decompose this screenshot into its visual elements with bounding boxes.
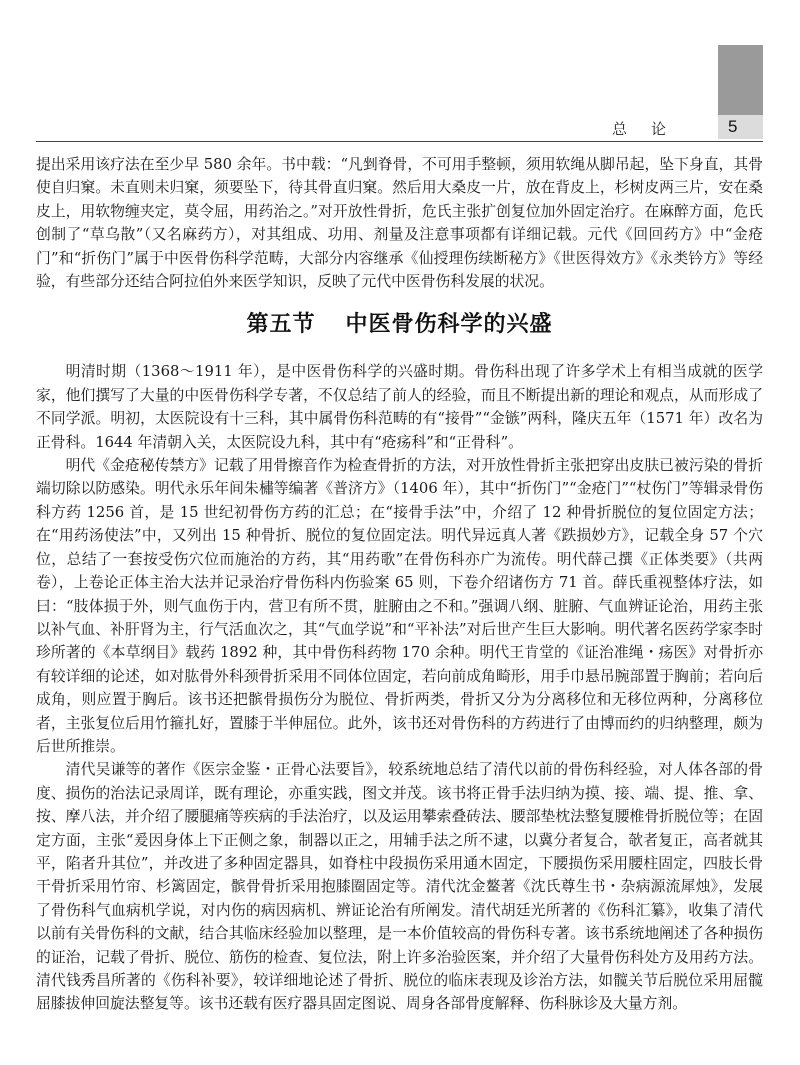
chapter-thumb-tab: [718, 45, 763, 115]
page-body: [36, 153, 763, 1016]
body-paragraph: 清代吴谦等的著作《医宗金鉴・正骨心法要旨》，较系统地总结了清代以前的骨伤科经验，对人体各部的骨度、损伤的治法记录周详，既有理论，亦重实践，图文并茂。该书将正骨手法归纳为摸、接、端、提、推、拿、按、摩八法，并介绍了腰腿痛等疾病的手法治疗，以及运用攀索叠砖法、腰部垫枕法整复腰椎骨折脱位等；在固定方面，主张“爰因身体上下正侧之象，制器以正之，用辅手法之所不逮，以冀分者复合，欹者复正，高者就其平，陷者升其位”，并改进了多种固定器具，如脊柱中段损伤采用通木固定，下腰损伤采用腰柱固定，四肢长骨干骨折采用竹帘、杉篱固定，髌骨骨折采用抱膝圈固定等。清代沈金鳌著《沈氏尊生书・杂病源流犀烛》，发展了骨伤科气血病机学说，对内伤的病因病机、辨证论治有所阐发。清代胡廷光所著的《伤科汇纂》，收集了清代以前有关骨伤科的文献，结合其临床经验加以整理，是一本价值较高的骨伤科专著。该书系统地阐述了各种损伤的证治，记载了骨折、脱位、筋伤的检查、复位法，附上许多治验医案，并介绍了大量骨伤科处方及用药方法。清代钱秀昌所著的《伤科补要》，较详细地论述了骨折、脱位的临床表现及诊治方法，如髋关节后脱位采用屈髋屈膝拔伸回旋法整复等。该书还载有医疗器具固定图说、周身各部骨度解释、伤科脉诊及大量方剂。: [36, 761, 763, 1013]
section-number: 第五节: [246, 312, 316, 338]
body-paragraph: 提出采用该疗法在至少早 580 余年。书中载：“凡剉脊骨，不可用手整顿，须用软绳从脚吊起，坠下身直，其骨使自归窠。未直则未归窠，须要坠下，待其骨直归窠。然后用大桑皮一片，放在背皮上，杉树皮两三片，安在桑皮上，用软物缠夹定，莫令屈，用药治之。”对开放性骨折，危氏主张扩创复位加外固定治疗。在麻醉方面，危氏创制了“草乌散”（又名麻药方），对其组成、功用、剂量及注意事项都有详细记载。元代《回回药方》中“金疮门”和“折伤门”属于中医骨伤科学范畴，大部分内容继承《仙授理伤续断秘方》《世医得效方》《永类钤方》等经验，有些部分还结合阿拉伯外来医学知识，反映了元代中医骨伤科发展的状况。: [36, 156, 763, 291]
page-number-box: [718, 115, 763, 139]
header-rule: [36, 141, 763, 142]
section-heading: [36, 310, 763, 340]
body-paragraph: 明清时期（1368～1911 年），是中医骨伤科学的兴盛时期。骨伤科出现了许多学术上有相当成就的医学家，他们撰写了大量的中医骨伤科学专著，不仅总结了前人的经验，而且不断提出新的理论和观点，从而形成了不同学派。明初，太医院设有十三科，其中属骨伤科范畴的有“接骨”“金镞”两科，隆庆五年（1571 年）改名为正骨科。1644 年清朝入关，太医院设九科，其中有“疮疡科”和“正骨科”。: [36, 363, 763, 451]
section-title: 中医骨伤科学的兴盛: [345, 312, 553, 338]
page-number: 5: [728, 117, 738, 136]
body-paragraph: 明代《金疮秘传禁方》记载了用骨擦音作为检查骨折的方法，对开放性骨折主张把穿出皮肤已被污染的骨折端切除以防感染。明代永乐年间朱橚等编著《普济方》（1406 年），其中“折伤门”“金疮门”“杖伤门”等辑录骨伤科方药 1256 首，是 15 世纪初骨伤方药的汇总；在“接骨手法”中，介绍了 12 种骨折脱位的复位固定方法；在“用药汤使法”中，又列出 15 种骨折、脱位的复位固定法。明代异远真人著《跌损妙方》，记载全身 57 个穴位，总结了一套按受伤穴位而施治的方药，其“用药歌”在骨伤科亦广为流传。明代薛己撰《正体类要》（共两卷），上卷论正体主治大法并记录治疗骨伤科内伤验案 65 则，下卷介绍诸伤方 71 首。薛氏重视整体疗法，如曰：“肢体损于外，则气血伤于内，营卫有所不贯，脏腑由之不和。”强调八纲、脏腑、气血辨证论治，用药主张以补气血、补肝肾为主，行气活血次之，其“气血学说”和“平补法”对后世产生巨大影响。明代著名医药学家李时珍所著的《本草纲目》载药 1892 种，其中骨伤科药物 170 余种。明代王肯堂的《证治准绳・疡医》对骨折亦有较详细的论述，如对肱骨外科颈骨折采用不同体位固定，若向前成角畸形，用手巾悬吊腕部置于胸前；若向后成角，则应置于胸后。该书还把髌骨损伤分为脱位、骨折两类，骨折又分为分离移位和无移位两种，分离移位者，主张复位后用竹箍扎好，置膝于半伸屈位。此外，该书还对骨伤科的方药进行了由博而约的归纳整理，颇为后世所推崇。: [36, 457, 763, 755]
header-section-label: 总论: [611, 120, 690, 138]
running-header: [0, 115, 800, 141]
